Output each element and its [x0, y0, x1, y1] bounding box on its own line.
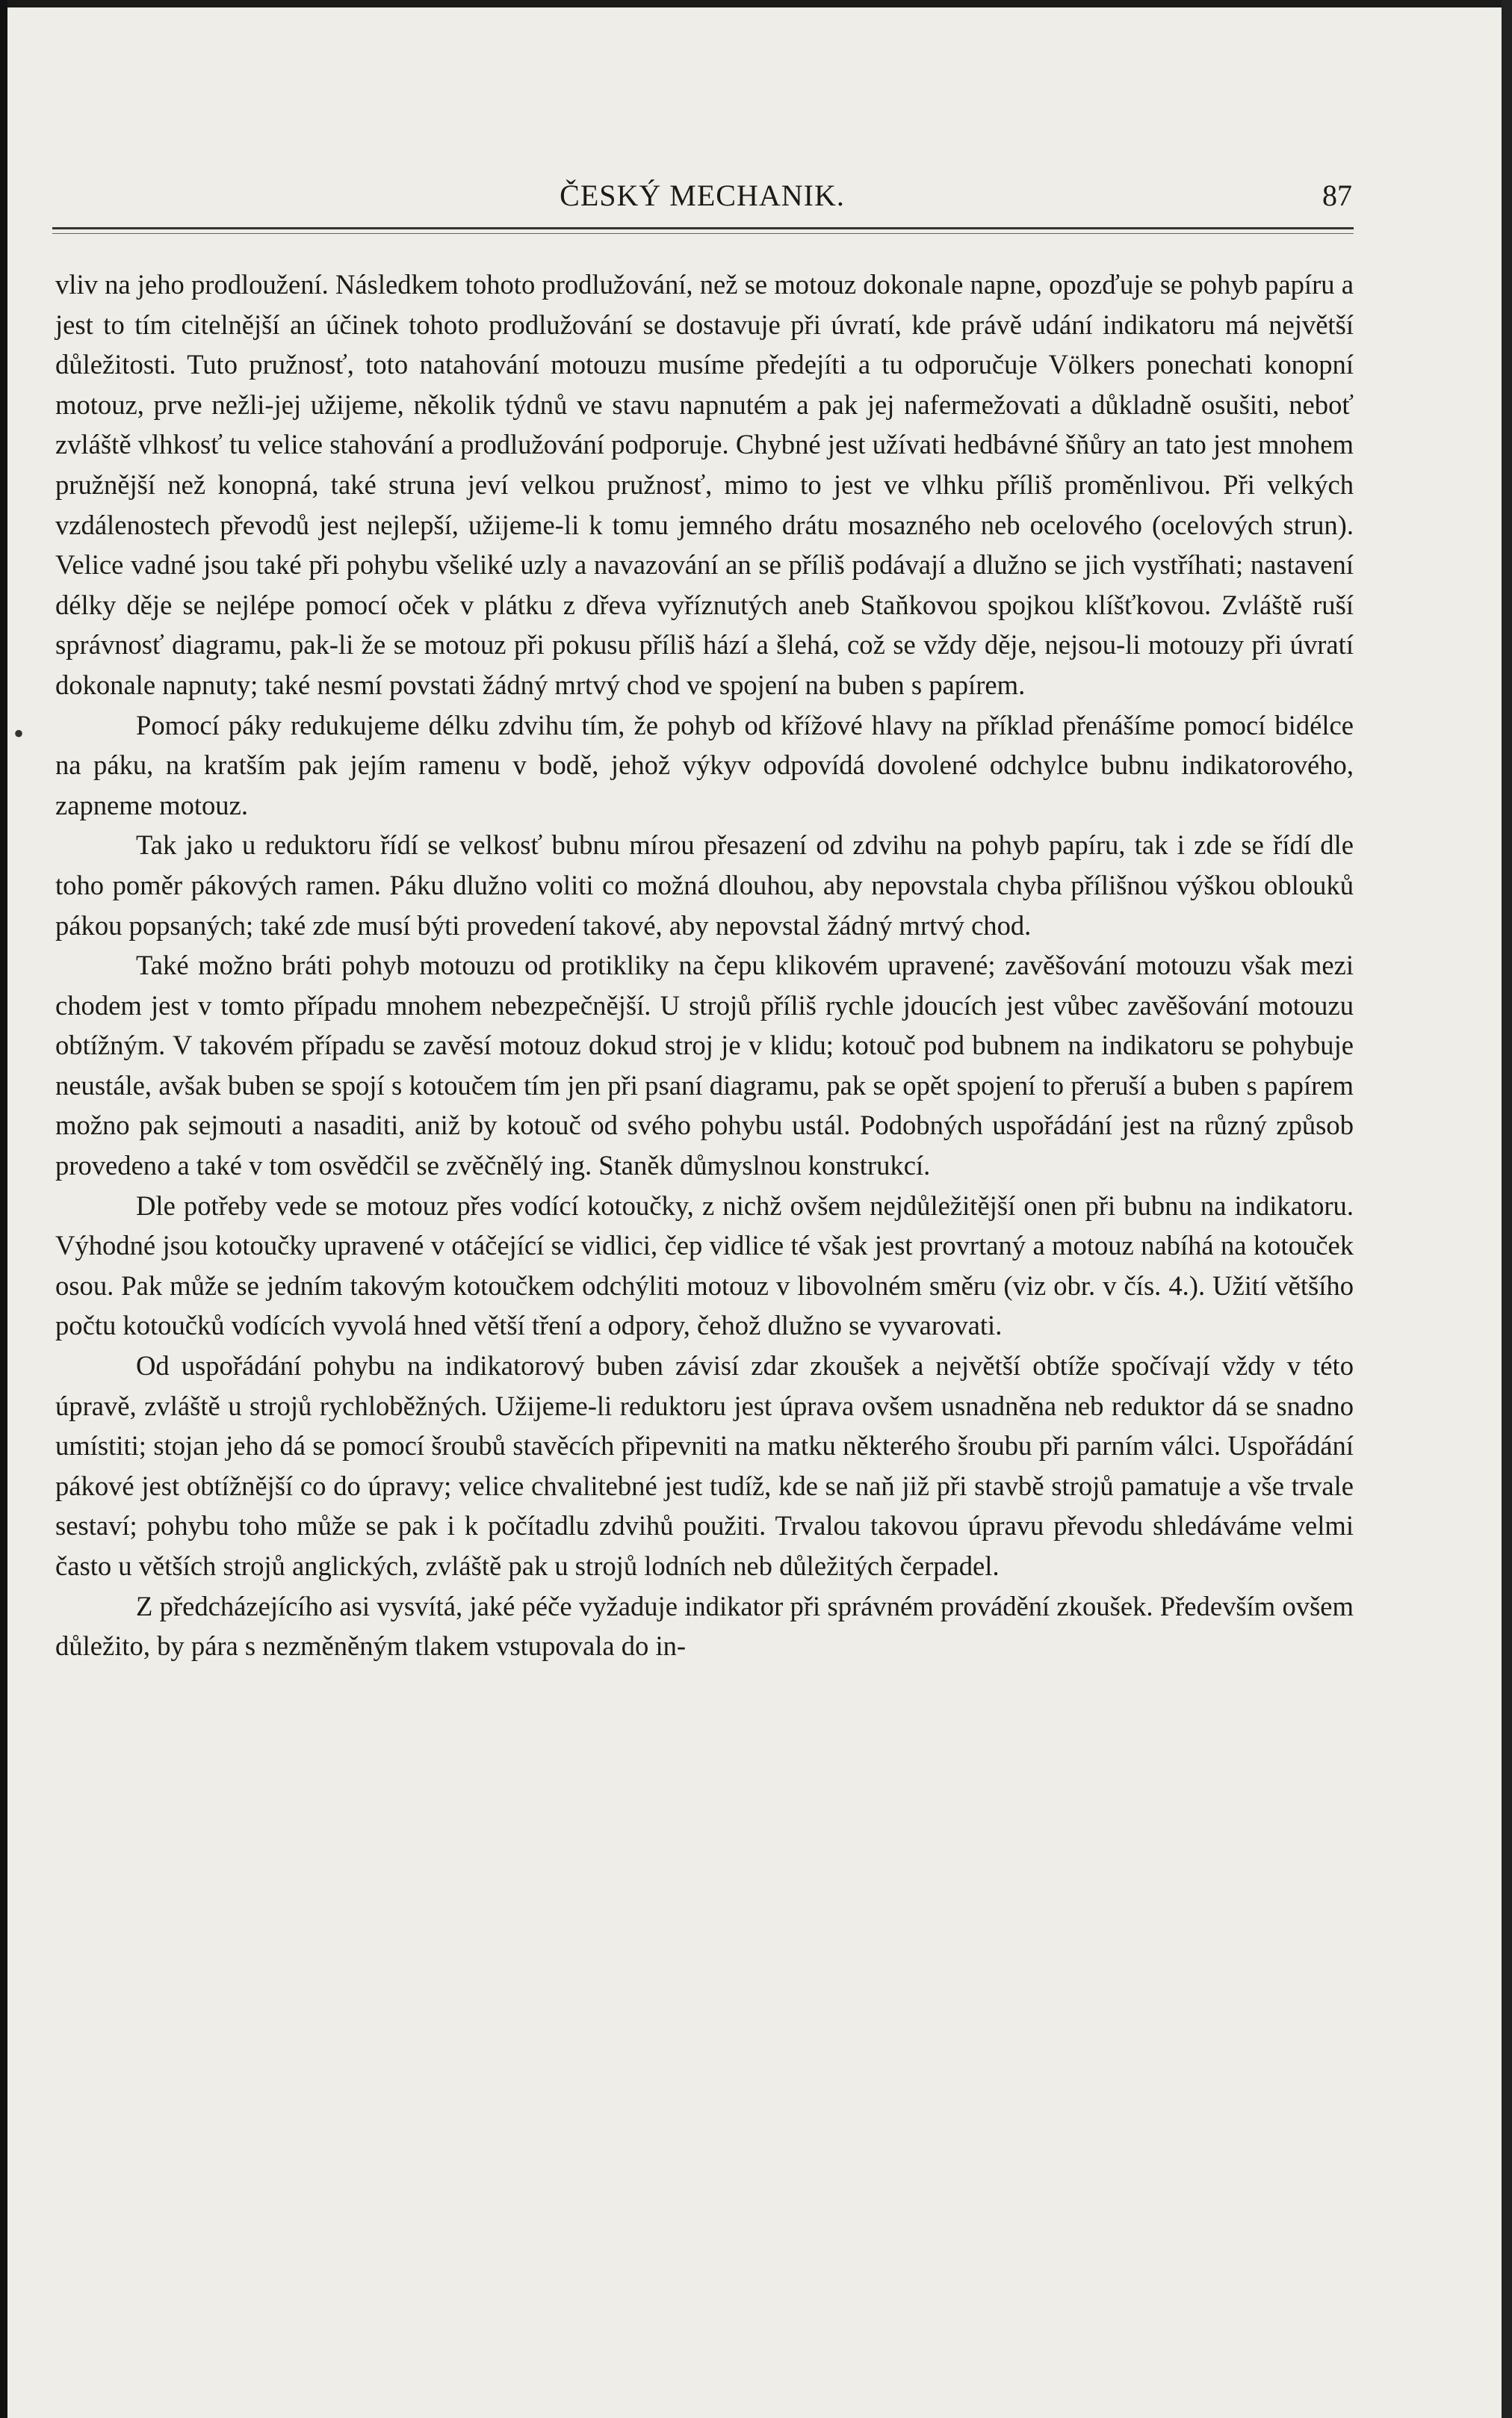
running-title: ČESKÝ MECHANIK.: [560, 179, 845, 212]
header-rule-thin: [52, 233, 1354, 234]
body-text: [55, 265, 1354, 1666]
header-rule: [52, 227, 1354, 229]
margin-mark: •: [13, 717, 25, 750]
paragraph-5: Dle potřeby vede se motouz přes vodící kotoučky, z nichž ovšem nejdůležitější onen při bubnu na indikatoru. Výhodné jsou kotoučky upravené v otáčející se vidlici, čep vidlice té však jest provrtaný a motouz nabíhá na kotouček osou. Pak může se jedním takovým kotoučkem odchýliti motouz v libovolném směru (viz obr. v čís. 4.). Užití většího počtu kotoučků vodících vyvolá hned větší tření a odpory, čehož dlužno se vyvarovati.: [55, 1190, 1354, 1341]
paragraph-2: Pomocí páky redukujeme délku zdvihu tím, že pohyb od křížové hlavy na příklad přenášíme pomocí bidélce na páku, na kratším pak jejím ramenu v bodě, jehož výkyv odpovídá dovolené odchylce bubnu indikatorového, zapneme motouz.: [55, 709, 1354, 820]
page-number: 87: [1322, 179, 1352, 212]
paragraph-7: Z předcházejícího asi vysvítá, jaké péče vyžaduje indikator při správném provádění zkoušek. Především ovšem důležito, by pára s nezměněným tlakem vstupovala do in-: [55, 1590, 1354, 1662]
running-header: [52, 178, 1352, 223]
paragraph-3: Tak jako u reduktoru řídí se velkosť bubnu mírou přesazení od zdvihu na pohyb papíru, tak i zde se řídí dle toho poměr pákových ramen. Páku dlužno voliti co možná dlouhou, aby nepovstala chyba přílišnou výškou oblouků pákou popsaných; také zde musí býti provedení takové, aby nepovstal žádný mrtvý chod.: [55, 829, 1354, 941]
scan-edge-right: [1502, 0, 1512, 2418]
paragraph-4: Také možno bráti pohyb motouzu od protikliky na čepu klikovém upravené; zavěšování motouzu však mezi chodem jest v tomto případu mnohem nebezpečnější. U strojů příliš rychle jdoucích jest vůbec zavěšování motouzu obtížným. V takovém případu se zavěsí motouz dokud stroj je v klidu; kotouč pod bubnem na indikatoru se pohybuje neustále, avšak buben se spojí s kotoučem tím jen při psaní diagramu, pak se opět spojení to přeruší a buben s papírem možno pak sejmouti a nasaditi, aniž by kotouč od svého pohybu ustál. Podobných uspořádání jest na různý způsob provedeno a také v tom osvědčil se zvěčnělý ing. Staněk důmyslnou konstrukcí.: [55, 950, 1354, 1181]
paragraph-6: Od uspořádání pohybu na indikatorový buben závisí zdar zkoušek a největší obtíže spočívají vždy v této úpravě, zvláště u strojů rychloběžných. Užijeme-li reduktoru jest úprava ovšem usnadněna neb reduktor dá se snadno umístiti; stojan jeho dá se pomocí šroubů stavěcích připevniti na matku některého šroubu při parním válci. Uspořádání pákové jest obtížnější co do úpravy; velice chvalitebné jest tudíž, kde se naň již při stavbě strojů pamatuje a vše trvale sestaví; pohybu toho může se pak i k počítadlu zdvihů použiti. Trvalou takovou úpravu převodu shledáváme velmi často u větších strojů anglických, zvláště pak u strojů lodních neb důležitých čerpadel.: [55, 1350, 1354, 1581]
scan-edge-left: [0, 0, 7, 2418]
paragraph-1: vliv na jeho prodloužení. Následkem tohoto prodlužování, než se motouz dokonale napne, opozďuje se pohyb papíru a jest to tím citelnější an účinek tohoto prodlužování se dostavuje při úvratí, kde právě udání indikatoru má největší důležitosti. Tuto pružnosť, toto natahování motouzu musíme předejíti a tu odporučuje Völkers ponechati konopní motouz, prve nežli-jej užijeme, několik týdnů ve stavu napnutém a pak jej nafermežovati a důkladně osušiti, neboť zvláště vlhkosť tu velice stahování a prodlužování podporuje. Chybné jest užívati hedbávné šňůry an tato jest mnohem pružnější než konopná, také struna jeví velkou pružnosť, mimo to jest ve vlhku příliš proměnlivou. Při velkých vzdálenostech převodů jest nejlepší, užijeme-li k tomu jemného drátu mosazného neb ocelového (ocelových strun). Velice vadné jsou také při pohybu všeliké uzly a navazování an se příliš podávají a dlužno se jich vystříhati; nastavení délky děje se nejlépe pomocí oček v plátku z dřeva vyříznutých aneb Staňkovou spojkou klíšťkovou. Zvláště ruší správnosť diagramu, pak-li že se motouz při pokusu příliš hází a šlehá, což se vždy děje, nejsou-li motouzy při úvratí dokonale napnuty; také nesmí povstati žádný mrtvý chod ve spojení na buben s papírem.: [55, 269, 1354, 700]
scan-edge-top: [0, 0, 1512, 7]
